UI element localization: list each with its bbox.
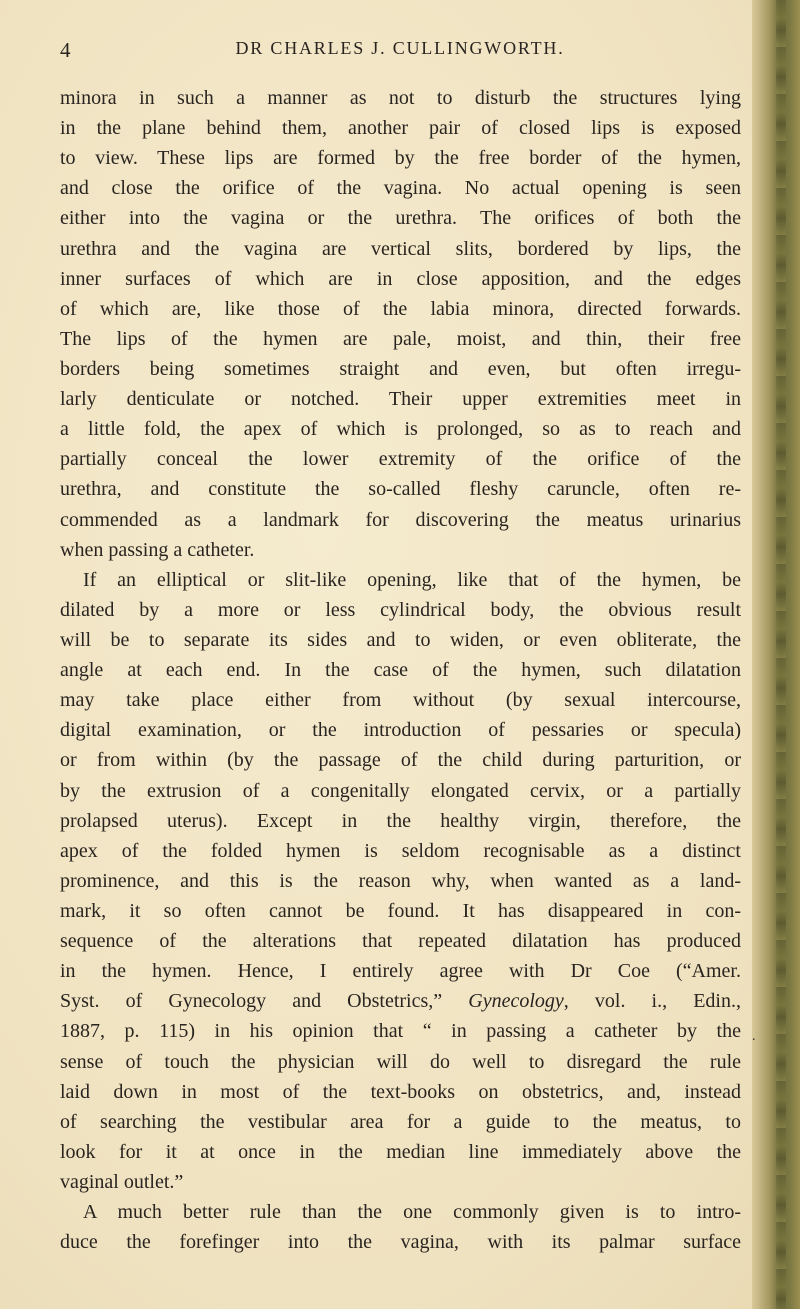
page-number: 4	[60, 38, 71, 62]
text-line: commended as a landmark for discovering the meatus urinarius	[60, 508, 741, 531]
text-line: mark, it so often cannot be found. It has disappeared in con-	[60, 899, 741, 922]
text-line: of searching the vestibular area for a guide to the meatus, to	[60, 1110, 741, 1133]
text-line: duce the forefinger into the vagina, with its palmar surface	[60, 1231, 741, 1254]
text-line: a little fold, the apex of which is prolonged, so as to reach and	[60, 418, 741, 441]
text-line: partially conceal the lower extremity of the orifice of the	[60, 448, 741, 471]
running-head: DR CHARLES J. CULLINGWORTH.	[235, 38, 565, 58]
text-line: urethra and the vagina are vertical slits, bordered by lips, the	[60, 237, 741, 260]
text-line: either into the vagina or the urethra. The orifices of both the	[60, 207, 741, 230]
text-line: and close the orifice of the vagina. No actual opening is seen	[60, 177, 741, 200]
text-line: prominence, and this is the reason why, when wanted as a land-	[60, 869, 741, 892]
margin-mark: .	[752, 1029, 756, 1044]
text-line: sense of touch the physician will do well to disregard the rule	[60, 1050, 741, 1073]
text-line: of which are, like those of the labia minora, directed forwards.	[60, 297, 741, 320]
text-line: urethra, and constitute the so-called fleshy caruncle, often re-	[60, 478, 741, 501]
binding-edge	[752, 0, 800, 1309]
binding-edge-shadow	[776, 0, 786, 1309]
text-line: 1887, p. 115) in his opinion that “ in passing a catheter by the	[60, 1020, 741, 1043]
text-line: in the plane behind them, another pair of closed lips is exposed	[60, 117, 741, 140]
text-line: when passing a catheter.	[60, 538, 255, 561]
text-line: look for it at once in the median line immediately above the	[60, 1140, 741, 1163]
text-line: sequence of the alterations that repeated dilatation has produced	[60, 930, 741, 953]
text-line: borders being sometimes straight and even, but often irregu-	[60, 357, 741, 380]
text-line: will be to separate its sides and to widen, or even obliterate, the	[60, 628, 741, 651]
text-line: in the hymen. Hence, I entirely agree with Dr Coe (“Amer.	[60, 960, 741, 983]
text-line: angle at each end. In the case of the hymen, such dilatation	[60, 659, 741, 682]
text-line: Syst. of Gynecology and Obstetrics,” Gynecology, vol. i., Edin.,	[60, 990, 741, 1013]
text-line: A much better rule than the one commonly given is to intro-	[83, 1201, 741, 1224]
text-line: or from within (by the passage of the child during parturition, or	[60, 749, 741, 772]
text-line: inner surfaces of which are in close apposition, and the edges	[60, 267, 741, 290]
body-text	[60, 83, 741, 1257]
text-line: laid down in most of the text-books on obstetrics, and, instead	[60, 1080, 741, 1103]
text-line: prolapsed uterus). Except in the healthy virgin, therefore, the	[60, 809, 741, 832]
text-line: larly denticulate or notched. Their upper extremities meet in	[60, 388, 741, 411]
text-line: may take place either from without (by sexual intercourse,	[60, 689, 741, 712]
text-line: to view. These lips are formed by the free border of the hymen,	[60, 147, 741, 170]
text-line: If an elliptical or slit-like opening, like that of the hymen, be	[83, 568, 741, 591]
text-line: minora in such a manner as not to disturb the structures lying	[60, 87, 741, 109]
text-line: vaginal outlet.”	[60, 1170, 184, 1193]
text-line: The lips of the hymen are pale, moist, and thin, their free	[60, 327, 741, 350]
text-line: apex of the folded hymen is seldom recognisable as a distinct	[60, 839, 741, 862]
text-line: dilated by a more or less cylindrical body, the obvious result	[60, 598, 741, 621]
text-line: by the extrusion of a congenitally elongated cervix, or a partially	[60, 779, 741, 802]
text-line: digital examination, or the introduction of pessaries or specula)	[60, 719, 741, 742]
page-header	[60, 38, 740, 64]
